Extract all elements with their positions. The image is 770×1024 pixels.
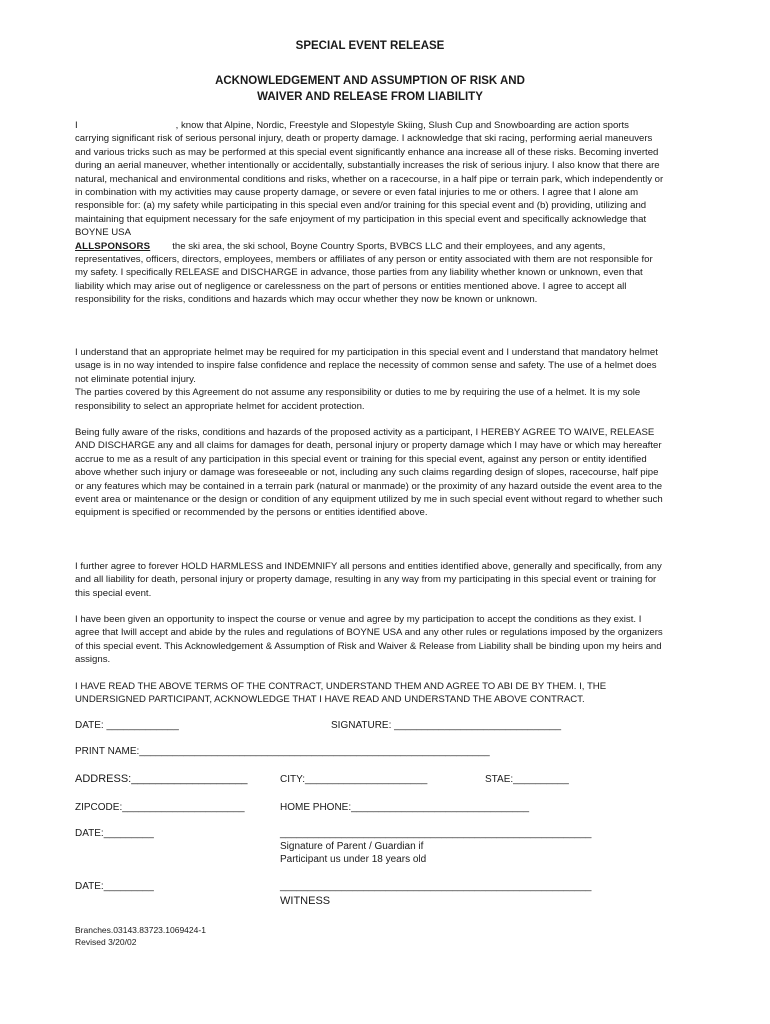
subtitle-line-1: ACKNOWLEDGEMENT AND ASSUMPTION OF RISK AND <box>215 75 525 87</box>
acknowledgement-paragraph: I HAVE READ THE ABOVE TERMS OF THE CONTRACT, UNDERSTAND THEM AND AGREE TO ABI DE BY THEM. I, THE UNDERSIGNED PARTICIPANT, ACKNOWLEDGE THAT I HAVE READ AND UNDERSTAND THE ABOVE CONTRACT. <box>75 681 607 706</box>
indemnify-paragraph: I further agree to forever HOLD HARMLESS and INDEMNIFY all persons and entities identified above, generally and specifically, from any and all liability for death, personal injury or property damage, resulting in any way from my participating in this special event or training for this special event. <box>75 561 662 599</box>
all-sponsors-label: ALLSPONSORS <box>75 240 151 252</box>
date-field-parent[interactable]: DATE:_________ <box>75 828 154 839</box>
risk-text-part-2: the ski area, the ski school, Boyne Country Sports, BVBCS LLC and their employees, and any agents, representatives, officers, directors, employees, members or affiliates of any person or entity associated with them are not responsible for my safety. I specifically RELEASE and DISCHARGE in advance, those parties from any liability whether known or unknown, even that liability which may arise out of negligence or carelessness on the part of persons or entities mentioned above. I agree to accept all responsibility for the risks, conditions and hazards which may occur whether they now be known or unknown. <box>75 240 653 306</box>
parent-signature-label-2: Participant us under 18 years old <box>280 854 427 865</box>
participant-pronoun: I <box>75 120 78 131</box>
document-footer <box>75 924 206 948</box>
print-name-field[interactable]: PRINT NAME:_______________________________________________________________ <box>75 746 490 757</box>
parent-signature-label-1: Signature of Parent / Guardian if <box>280 841 424 852</box>
subtitle-line-2: WAIVER AND RELEASE FROM LIABILITY <box>257 91 483 103</box>
signature-field[interactable]: SIGNATURE: ______________________________ <box>331 720 561 731</box>
risk-text-part-1: , know that Alpine, Nordic, Freestyle and Slopestyle Skiing, Slush Cup and Snowboarding are action sports carrying significant risk of serious personal injury, death or property damage. I acknowledge that ski racing, performing aerial maneuvers and various tricks such as may be performed at this special event significantly enhance ana increase all of these risks. Becoming inverted during an aerial maneuver, whether intentionally or accidentally, substantially increases the risk of serious injury. I also know that there are natural, mechanical and environmental conditions and risks, whether on a racecourse, in a half pipe or terrain park, which independently or in combination with my activities may cause property damage, or severe or even fatal injuries to me or others. I agree that I alone am responsible for: (a) my safety while participating in this special even and/or training for this special event and (b) providing, utilizing and maintaining that equipment necessary for the safe enjoyment of my participation in this special event and specifically acknowledge that BOYNE USA <box>75 120 664 239</box>
risk-paragraph <box>75 119 665 307</box>
helmet-text-2: The parties covered by this Agreement do not assume any responsibility or duties to me by requiring the use of a helmet. It is my sole responsibility to select an appropriate helmet for accident protection. <box>75 387 641 412</box>
parent-signature-line[interactable]: ________________________________________________________ <box>280 828 592 839</box>
home-phone-field[interactable]: HOME PHONE:________________________________ <box>280 802 530 813</box>
address-field[interactable]: ADDRESS:___________________ <box>75 773 248 785</box>
branch-code: Branches.03143.83723.1069424-1 <box>75 925 206 935</box>
date-field-witness[interactable]: DATE:_________ <box>75 881 154 892</box>
revision-date: Revised 3/20/02 <box>75 937 137 947</box>
witness-label: WITNESS <box>280 895 331 907</box>
document-title: SPECIAL EVENT RELEASE <box>295 40 445 52</box>
document-subtitle <box>0 73 740 105</box>
zipcode-field[interactable]: ZIPCODE:______________________ <box>75 802 245 813</box>
state-field[interactable]: STAE:__________ <box>485 774 569 785</box>
inspection-paragraph: I have been given an opportunity to inspect the course or venue and agree by my participation to accept the conditions as they exist. I agree that Iwill accept and abide by the rules and regulations of BOYNE USA and any other rules or regulations imposed by the organizers of this special event. This Acknowledgement & Assumption of Risk and Waiver & Release from Liability shall be binding upon my heirs and assigns. <box>75 614 663 666</box>
waiver-paragraph: Being fully aware of the risks, conditions and hazards of the proposed activity as a participant, I HEREBY AGREE TO WAIVE, RELEASE AND DISCHARGE any and all claims for damages for death, personal injury or property damage which I may have or which may hereafter accrue to me as a result of any participation in this special event or training for this special event, against any person or entity identified above whether such injury or damage was foreseeable or not, including any such claims regarding design of slopes, racecourse, half pipe or any features which may be contained in a terrain park (natural or manmade) or the proximity of any hazard outside the event area to the event area or maintenance or the design or condition of any equipment utilized by me in such special event without regard to whether such equipment is specified or recommended by the persons or entities identified above. <box>75 427 663 519</box>
city-field[interactable]: CITY:______________________ <box>280 774 428 785</box>
helmet-text-1: I understand that an appropriate helmet may be required for my participation in this special event and I understand that mandatory helmet usage is in no way intended to inspire false confidence and replace the necessity of common sense and safety. The use of a helmet does not eliminate potential injury. <box>75 347 658 385</box>
date-field[interactable]: DATE: _____________ <box>75 720 179 731</box>
witness-signature-line[interactable]: ________________________________________________________ <box>280 881 592 892</box>
helmet-paragraph <box>75 346 665 413</box>
